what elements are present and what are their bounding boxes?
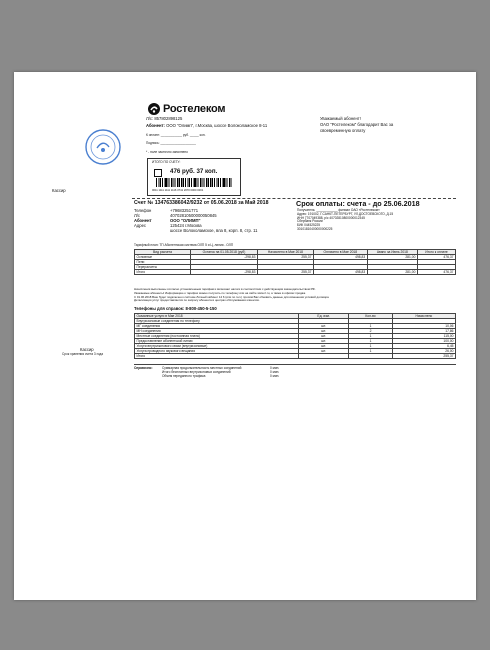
summary-header: Оплачено в Мае 2018: [313, 250, 367, 255]
table-row: Итого 255,37: [136, 354, 454, 358]
thanks-line-3: своевременную оплату: [320, 128, 366, 133]
services-header: Начислено: [392, 314, 455, 319]
table-row: МН соединения шт. 2 17,86: [136, 329, 454, 333]
rostelecom-logo-icon: [147, 102, 161, 116]
invoice-fields: [134, 208, 290, 233]
table-row: Услуги внутризонового связи (внутризоновые) шт. 1 6,45: [136, 344, 454, 348]
provider-line: Адрес: 191002, Г.САНКТ-ПЕТЕРБУРГ, УЛ.ДОСТОЕВСКОГО, Д.15: [297, 211, 394, 216]
payment-checkbox[interactable]: [154, 169, 162, 177]
services-title: Телефоны для справок: 8-800-450-5-150: [134, 306, 217, 311]
brand-name: Ростелеком: [163, 103, 226, 115]
summary-table: [134, 249, 456, 275]
note-line: С 01.06.2018 Ваш будет подключен к системе Личный кабинет 14 6 (или по тел.) просим Вас обновить данные для изменения условий договора: [134, 294, 329, 299]
company-seal-icon: [84, 128, 122, 166]
invoice-title: Счет № 134763386042/9232 от 05.06.2018 за Май 2018: [134, 200, 269, 206]
thanks-line-2: ОАО "Ростелеком" благодарит Вас за: [320, 122, 394, 127]
provider-line: Сбербанк России: [297, 219, 323, 224]
tariff-line: Тарифный план: ТП Абонентская система ОЛП 5 и Ц, линия - ОЛП: [134, 243, 234, 247]
footer-line: Суммарная продолжительность местных соединений 0 мин.: [162, 366, 280, 370]
services-header: Оказанные услуги в Мае 2018: [135, 314, 299, 319]
table-row: Перерасчеты: [135, 265, 456, 270]
storage-note: Срок хранения счета 3 года: [62, 352, 104, 356]
services-header: Кол-во: [349, 314, 392, 319]
payment-box: [147, 158, 241, 196]
barcode-number: 0011 1111 1111 1116 3741 2070 0000 0001: [152, 189, 204, 192]
field-phone: Телефон +79683251771: [134, 208, 199, 213]
field-subscriber: Абонент ООО "ОЛИМП": [134, 218, 201, 223]
field-address: Адрес 125424 г.Москва: [134, 223, 202, 228]
barcode: [156, 178, 232, 187]
summary-header: Аванс за Июнь 2018: [367, 250, 417, 255]
invoice-page: [14, 72, 476, 600]
services-header: Ед. изм.: [299, 314, 349, 319]
table-row: Внутризоновые соединения по телефону: [135, 319, 456, 324]
summary-header: Начислено в Мае 2018: [257, 250, 313, 255]
table-row: Основные -298,83 255,37 498,83 281,00 476,37: [136, 255, 454, 259]
partial-note: * - поле частично заполнено: [146, 150, 188, 154]
footer-line: Итого бесплатных внутризоновых соединений 0 мин.: [162, 370, 280, 374]
provider-line: 30101810400000000225: [297, 226, 333, 231]
summary-header: Вид расчета: [135, 250, 191, 255]
footer-line: Объем переданного трафика 0 мин.: [162, 374, 280, 378]
table-row: Предоставление абонентской линии шт. 1 100,00: [136, 339, 454, 343]
amount-line: К оплате: ____________ руб. _____ коп.: [146, 133, 206, 137]
table-row: Услуга проводного звукового вещания шт. 1 26,00: [136, 349, 454, 353]
footer-block: [134, 364, 456, 378]
note-line: Начисления выполнены согласно установленным тарифам и включают налоги в соответствии с действующим законодательством РФ.: [134, 288, 316, 291]
table-row: Пени: [135, 260, 456, 265]
field-account: Л/с 40702810500000050845: [134, 213, 217, 218]
footer-label: Справочно:: [134, 366, 153, 370]
services-table: [134, 313, 456, 359]
provider-line: ИНН 7707049388, р/с 40702810800000012345: [297, 215, 365, 220]
payment-box-amount: 476 руб. 37 коп.: [170, 168, 218, 175]
signature-line: Подпись: ____________________: [146, 141, 196, 145]
payment-box-title: ИТОГО ПО СЧЕТУ:: [152, 160, 181, 164]
subscriber-line: Абонент: ООО "Олимп", г.Москва, шоссе Волоколамское 8-11: [146, 123, 268, 128]
field-address-2: шоссе Волоколамское, вла 8, корп. 8, стр. 11: [170, 228, 258, 233]
table-row: МГ соединения шт. 1 10,06: [136, 324, 454, 328]
provider-line: БИК 044525225: [297, 223, 321, 228]
provider-block: [297, 209, 393, 232]
thanks-line-1: Уважаемый абонент!: [320, 116, 361, 121]
table-row: Местные соединения (постоянная плата) шт. 1 115,00: [136, 334, 454, 338]
summary-header: Остаток на 01.05.2018 (руб): [191, 250, 258, 255]
note-line: Детализация услуг предоставляется по запросу абонента в центрах обслуживания клиентов.: [134, 298, 260, 303]
note-line: Уважаемые абоненты! Информацию о тарифах можно получить по телефону или на сайте www.rt.ru, а также в офисах продаж.: [134, 290, 307, 295]
due-date: Срок оплаты: счета - до 25.06.2018: [296, 199, 420, 208]
notes-block: [134, 288, 456, 303]
summary-header: Итого к оплате: [417, 250, 455, 255]
provider-line: Получатель: ____________ филиал ОАО «Ростелеком»: [297, 208, 380, 212]
table-row: Итого -298,83 255,37 498,83 281,00 476,37: [136, 270, 454, 274]
cashier-label-2: Кассир: [80, 347, 94, 352]
cashier-label-1: Кассир: [52, 188, 66, 193]
account-line: Л/с: 857802898125: [146, 116, 183, 121]
